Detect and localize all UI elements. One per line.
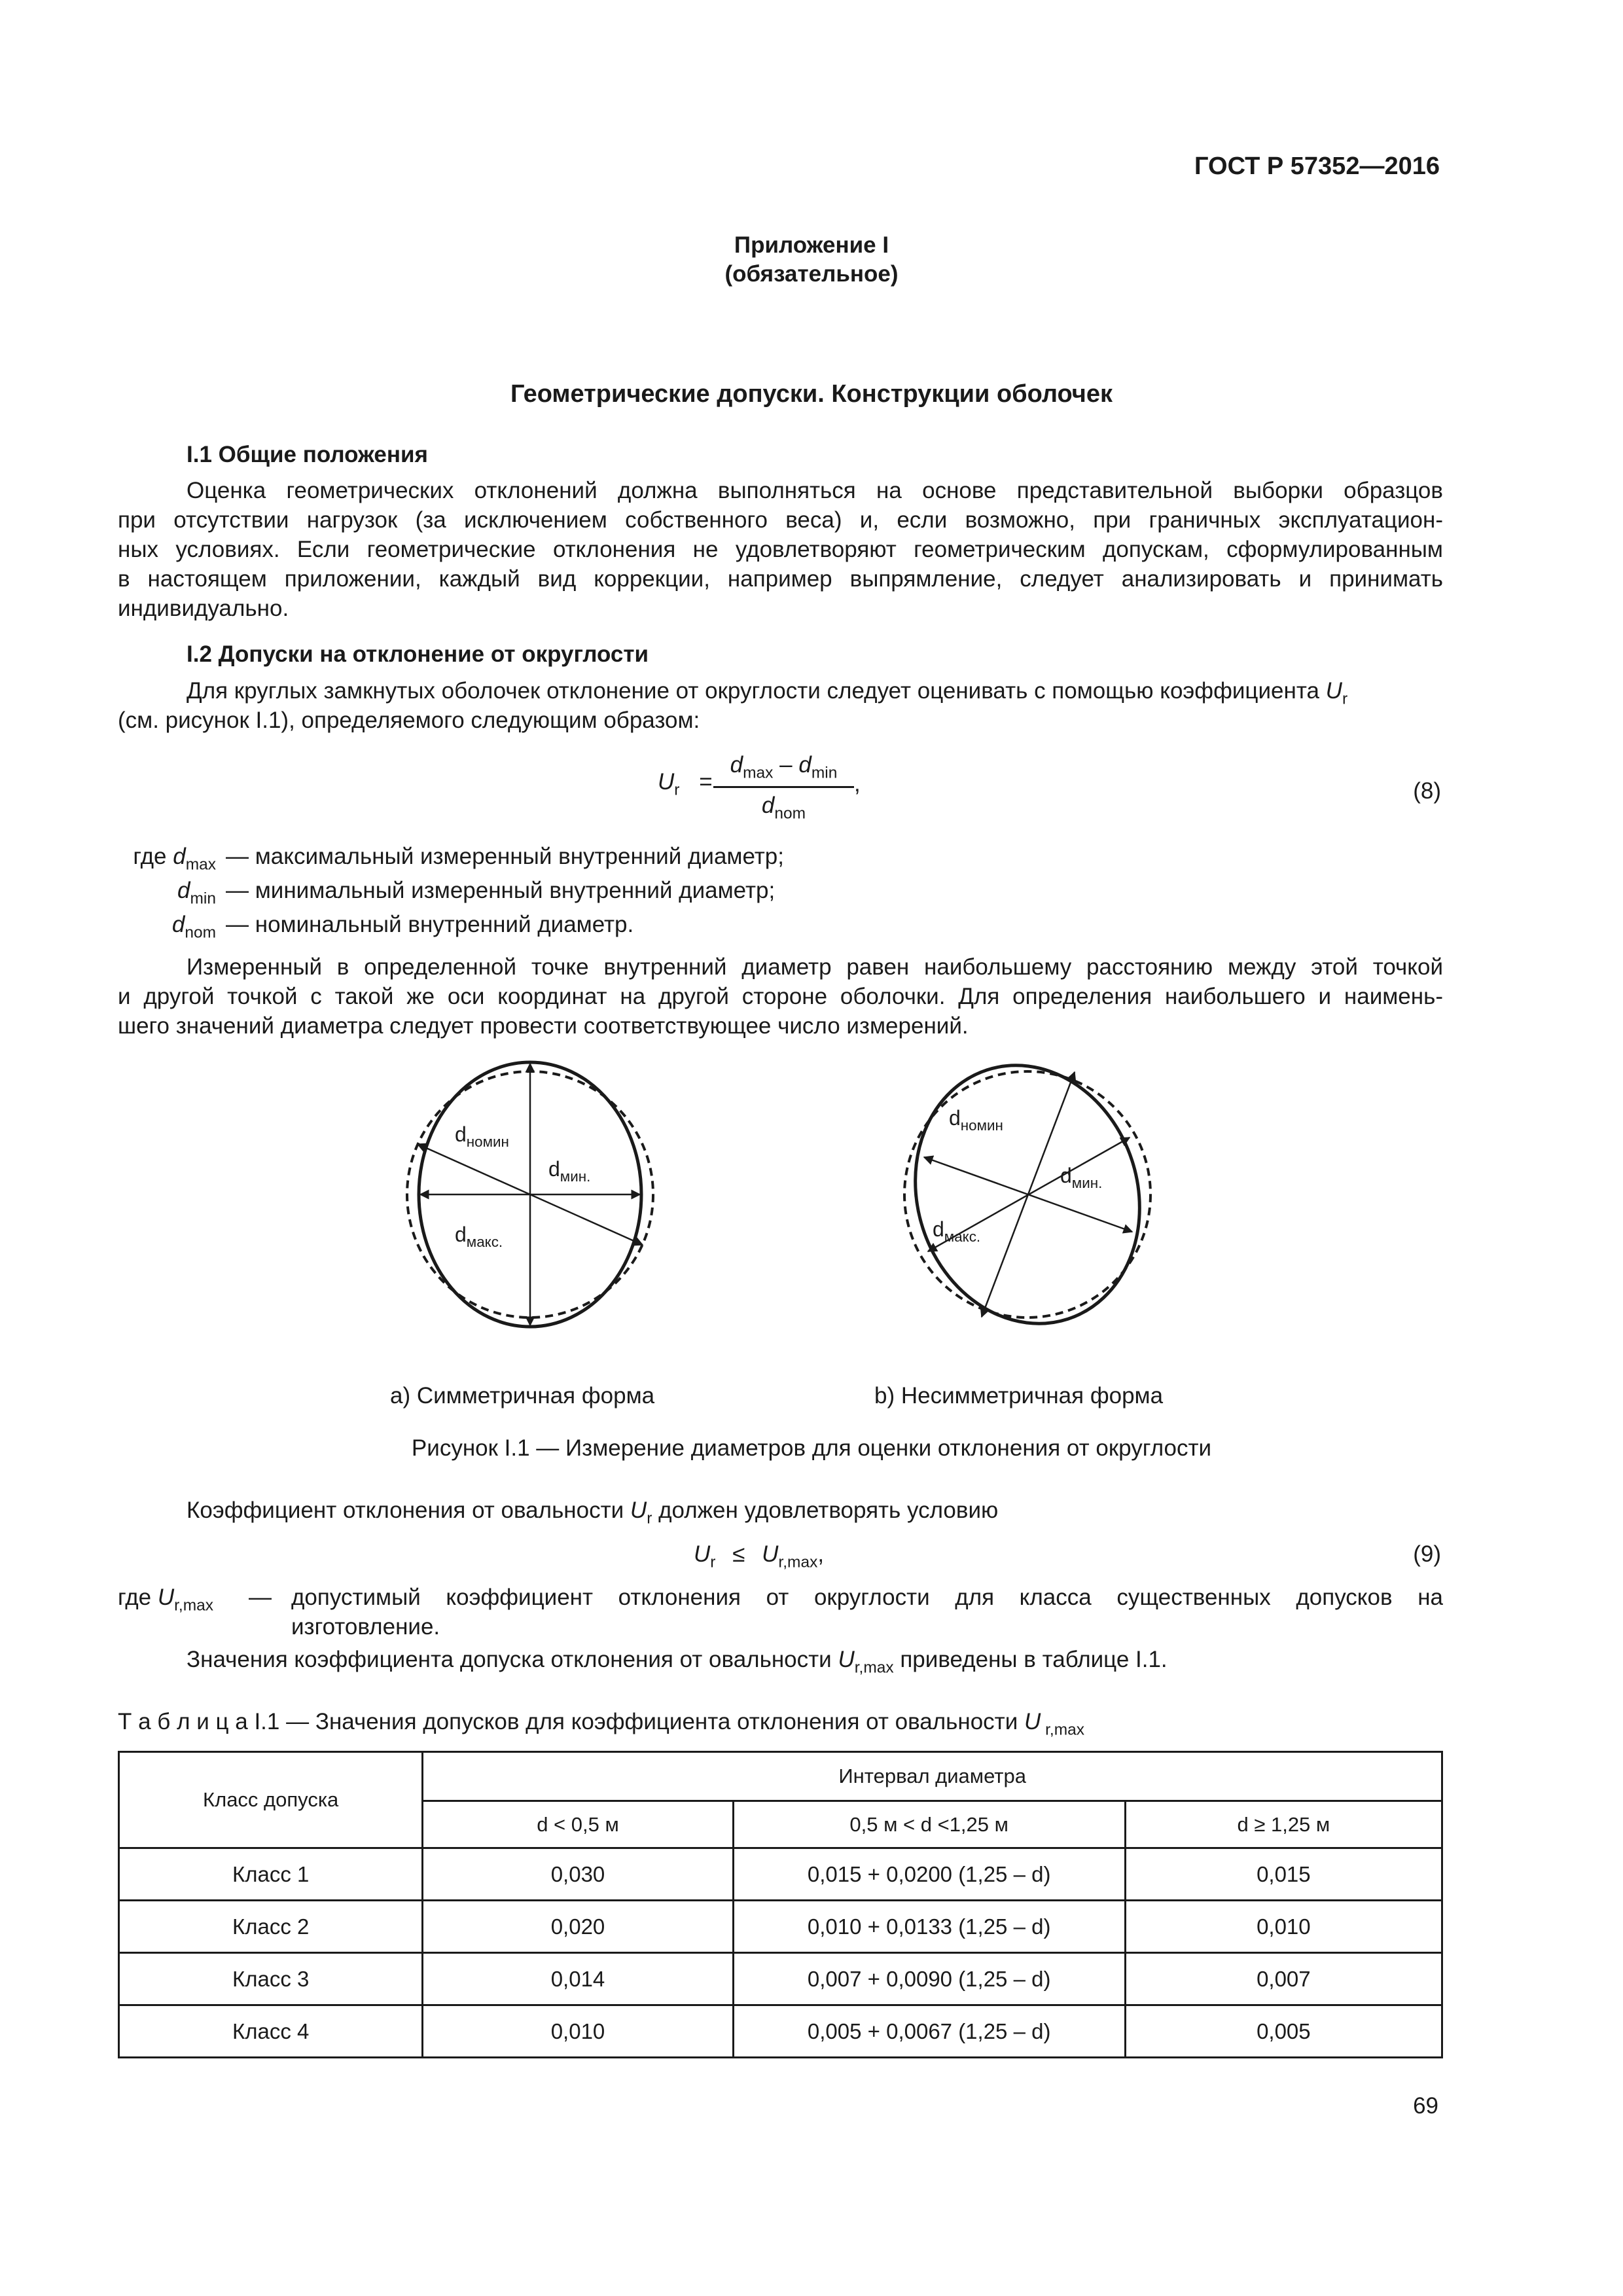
f9-op: ≤ [732,1541,745,1567]
def-3-text [226,910,633,939]
measure-line-1: Измеренный в определенной точке внутренний диаметр равен наибольшему расстоянию между этой точкой [187,954,1443,980]
figure-a-label-min [548,1157,590,1185]
def-9-text-1: допустимый коэффициент отклонения от округлости для класса существенных допусков на [291,1585,1443,1610]
def-2-sub: min [190,889,216,908]
table-cell: 0,005 + 0,0067 (1,25 – d) [733,2005,1125,2058]
fb-max-sub: макс. [944,1228,981,1245]
def-2-symbol [118,876,216,914]
figure-b-diagram [883,1047,1171,1338]
section-2-heading: I.2 Допуски на отклонение от округлости [187,641,649,667]
values-pre: Значения коэффициента допуска отклонения от овальности [187,1647,838,1672]
s2-line-2: (см. рисунок I.1), определяемого следующим образом: [118,708,700,733]
formula-9 [694,1539,824,1577]
fa-max-d: d [455,1223,467,1246]
table-cell: Класс 3 [119,1953,423,2005]
sub-header-3: d ≥ 1,25 м [1125,1801,1442,1848]
formula-8-number: (8) [1413,778,1441,804]
table-cell: 0,010 + 0,0133 (1,25 – d) [733,1901,1125,1953]
table-row [119,1953,1442,2005]
formula-8-denominator [713,792,854,828]
table-row [119,1848,1442,1901]
table-cell: 0,010 [423,2005,733,2058]
fb-nom-sub: номин [960,1117,1003,1134]
def-9-prefix: где [118,1585,158,1610]
f8-dmax-sub: max [743,764,774,782]
fb-min-sub: мин. [1071,1174,1103,1191]
table-cell: 0,030 [423,1848,733,1901]
measured-shell-outline [883,1047,1171,1338]
ovality-sym: U [630,1498,647,1523]
values-post: приведены в таблице I.1. [893,1647,1168,1672]
s1-line-2: при отсутствии нагрузок (за исключением собственного веса) и, если возможно, при граничных эксплуатацион- [118,507,1443,533]
def-1-sub: max [185,855,216,874]
def-9-text-2: изготовление. [291,1614,440,1640]
def-2-desc: минимальный измеренный внутренний диаметр; [255,878,776,903]
table-cell: 0,015 [1125,1848,1442,1901]
formula-8-numerator [713,751,854,787]
annex-title: Приложение I [734,232,889,258]
measure-line-3: шего значений диаметра следует провести соответствующее число измерений. [118,1013,969,1039]
group-header-interval: Интервал диаметра [423,1752,1442,1801]
sub-header-2: 0,5 м < d <1,25 м [733,1801,1125,1848]
s1-line-4: в настоящем приложении, каждый вид коррекции, например выпрямление, следует анализировать и принимать [118,566,1443,592]
figure-a-caption: a) Симметричная форма [390,1383,655,1408]
values-line [187,1645,1168,1683]
table-caption-sub: r,max [1041,1721,1084,1739]
def-9-sub: r,max [174,1596,213,1615]
def-1-prefix: где [133,844,173,869]
ovality-sub: r [647,1509,652,1528]
table-cell: 0,020 [423,1901,733,1953]
table-caption-text: I.1 — Значения допусков для коэффициента отклонения от овальности [247,1709,1024,1734]
figure-a-label-max [455,1223,503,1251]
table-caption-sym: U [1024,1709,1041,1734]
s1-line-1: Оценка геометрических отклонений должна выполняться на основе представительной выборки образцов [187,478,1443,503]
def-2-text [226,876,775,905]
s1-line-3: ных условиях. Если геометрические отклонения не удовлетворяют геометрическим допускам, сформулированным [118,537,1443,562]
symbol-u: U [1325,678,1342,704]
f9-rhs: U [762,1541,779,1567]
def-1-symbol [118,842,216,880]
fb-nom-d: d [949,1106,961,1130]
table-cell: Класс 4 [119,2005,423,2058]
f8-u: U [658,769,675,795]
f8-eq: = [699,769,713,795]
def-3-sym: d [171,912,185,937]
table-cell: 0,007 [1125,1953,1442,2005]
f8-u-sub: r [674,781,680,799]
f9-rhs-sub: r,max [778,1553,818,1571]
def-9-dash: — [249,1585,272,1610]
f9-lhs: U [694,1541,711,1567]
fb-max-d: d [933,1217,944,1241]
def-1-desc: максимальный измеренный внутренний диаметр; [255,844,784,869]
def-3-desc: номинальный внутренний диаметр. [255,912,634,937]
def-1-dash: — [226,844,249,869]
doc-code: ГОСТ Р 57352—2016 [1194,152,1440,180]
s1-line-5: индивидуально. [118,596,289,621]
s2-line-1-text: Для круглых замкнутых оболочек отклонение от округлости следует оценивать с помощью коэффициента [187,678,1326,704]
def-1-sym: d [173,844,186,869]
table-cell: Класс 1 [119,1848,423,1901]
def-1-text [226,842,784,871]
sub-header-1: d < 0,5 м [423,1801,733,1848]
def-2-sym: d [177,878,190,903]
table-row [119,1901,1442,1953]
def-3-symbol [118,910,216,948]
col-header-class: Класс допуска [119,1752,423,1848]
figure-b-caption: b) Несимметричная форма [874,1383,1164,1408]
f8-dnom-sub: nom [774,804,806,823]
table-cell: 0,010 [1125,1901,1442,1953]
ovality-pre: Коэффициент отклонения от овальности [187,1498,630,1523]
def-3-sub: nom [185,924,216,942]
fb-min-d: d [1060,1164,1072,1187]
fa-min-sub: мин. [560,1168,591,1185]
def-3-dash: — [226,912,249,937]
fa-max-sub: макс. [466,1233,503,1250]
fa-min-d: d [548,1157,560,1181]
table-cell: Класс 2 [119,1901,423,1953]
values-sym: U [838,1647,855,1672]
figure-b-label-max [933,1217,980,1246]
figure-a-label-nom [455,1122,509,1151]
table-caption-label: Т а б л и ц а [118,1709,248,1734]
f8-minus: – [779,752,793,778]
table-cell: 0,007 + 0,0090 (1,25 – d) [733,1953,1125,2005]
formula-9-number: (9) [1413,1541,1441,1567]
formula-8-fraction-bar [713,786,854,788]
f8-dmin: d [798,752,812,778]
ovality-line [187,1496,998,1534]
figure-b-label-nom [949,1106,1003,1134]
tolerance-table [118,1751,1443,2058]
table-cell: 0,014 [423,1953,733,2005]
table-row [119,2005,1442,2058]
f8-dnom: d [761,793,775,818]
def-2-dash: — [226,878,249,903]
formula-8-comma: , [854,771,861,797]
figure-caption: Рисунок I.1 — Измерение диаметров для оценки отклонения от округлости [411,1435,1212,1461]
table-cell: 0,005 [1125,2005,1442,2058]
section-1-heading: I.1 Общие положения [187,442,428,467]
fa-nom-d: d [455,1122,467,1146]
main-title: Геометрические допуски. Конструкции оболочек [510,380,1113,408]
table-caption [118,1707,1084,1745]
table-cell: 0,015 + 0,0200 (1,25 – d) [733,1848,1125,1901]
f9-lhs-sub: r [710,1553,716,1571]
annex-status: (обязательное) [724,261,899,287]
figure-a-diagram [386,1047,674,1338]
values-sub: r,max [854,1659,894,1677]
formula-8-lhs [658,769,713,800]
measure-line-2: и другой точкой с такой же оси координат на другой стороне оболочки. Для определения наибольшего и наимень- [118,984,1443,1009]
def-9-sym: U [157,1585,175,1610]
page-number: 69 [1413,2093,1438,2119]
figure-b-label-min [1060,1164,1102,1192]
ovality-post: должен удовлетворять условию [652,1498,999,1523]
f8-dmax: d [730,752,743,778]
f9-comma: , [817,1541,825,1567]
f8-dmin-sub: min [811,764,838,782]
symbol-u-sub: r [1342,690,1348,708]
def-9-symbol [118,1583,245,1621]
fa-nom-sub: номин [466,1133,509,1150]
